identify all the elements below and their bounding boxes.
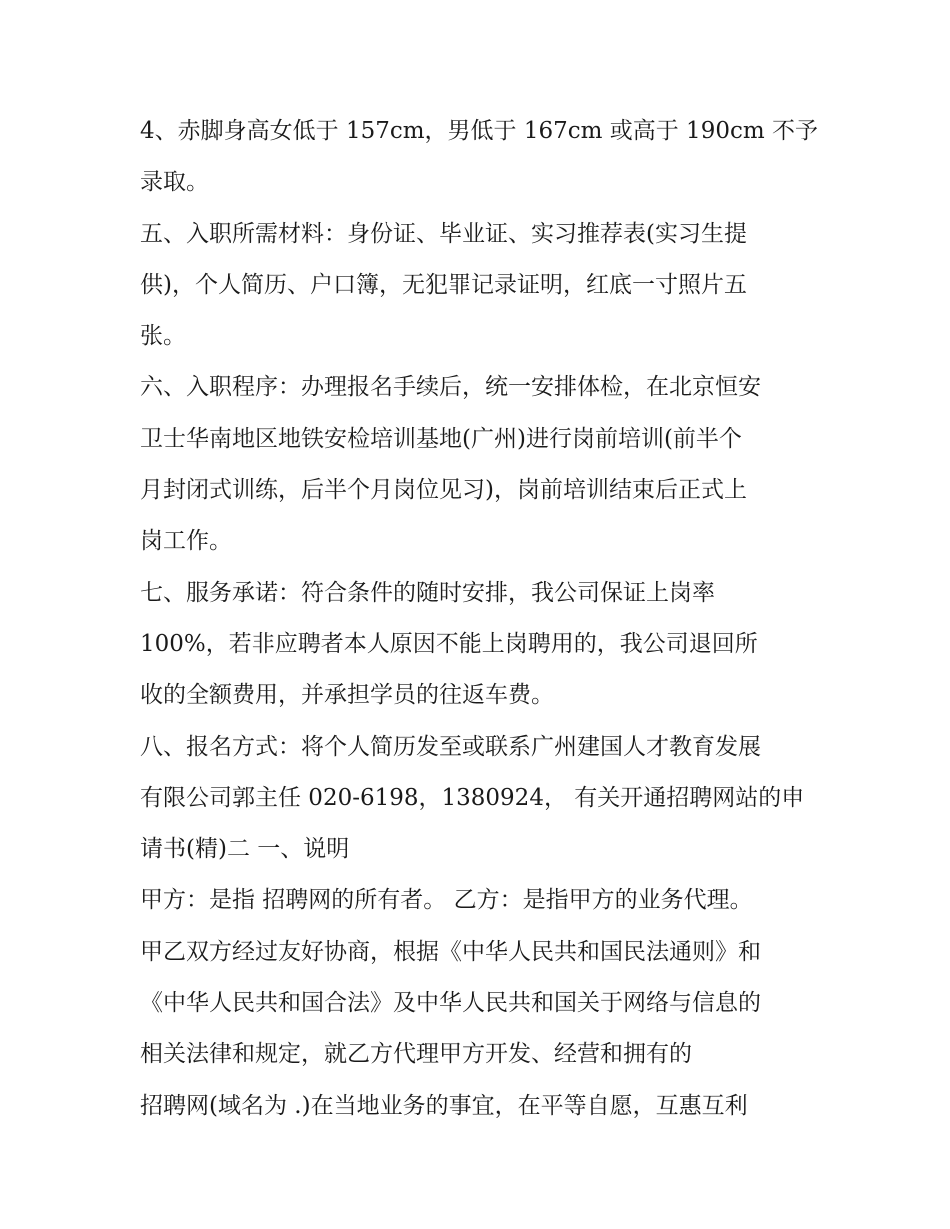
text-line: 五、入职所需材料：身份证、毕业证、实习推荐表(实习生提 bbox=[140, 220, 747, 247]
text-line: 八、报名方式：将个人简历发至或联系广州建国人才教育发展 bbox=[140, 733, 761, 760]
text-line: 卫士华南地区地铁安检培训基地(广州)进行岗前培训(前半个 bbox=[140, 425, 742, 452]
text-line: 甲方：是指 招聘网的所有者。 乙方：是指甲方的业务代理。 bbox=[140, 887, 753, 914]
text-line: 收的全额费用，并承担学员的往返车费。 bbox=[140, 682, 554, 709]
text-line: 岗工作。 bbox=[140, 528, 232, 555]
text-line: 录取。 bbox=[140, 169, 209, 196]
text-line: 100%，若非应聘者本人原因不能上岗聘用的，我公司退回所 bbox=[140, 630, 758, 657]
document-body bbox=[140, 106, 830, 1132]
text-line: 月封闭式训练，后半个月岗位见习)，岗前培训结束后正式上 bbox=[140, 477, 747, 504]
text-line: 有限公司郭主任 020-6198，1380924， 有关开通招聘网站的申 bbox=[140, 784, 805, 811]
text-line: 《中华人民共和国合法》及中华人民共和国关于网络与信息的 bbox=[140, 990, 761, 1017]
text-line: 招聘网(域名为 .)在当地业务的事宜，在平等自愿，互惠互利 bbox=[140, 1092, 748, 1119]
text-line: 供)，个人简历、户口簿，无犯罪记录证明，红底一寸照片五 bbox=[140, 271, 747, 298]
text-line: 张。 bbox=[140, 323, 186, 350]
text-line: 4、赤脚身高女低于 157cm，男低于 167cm 或高于 190cm 不予 bbox=[140, 118, 818, 144]
text-line: 六、入职程序：办理报名手续后，统一安排体检，在北京恒安 bbox=[140, 374, 761, 401]
text-line: 七、服务承诺：符合条件的随时安排，我公司保证上岗率 bbox=[140, 579, 715, 606]
text-line: 相关法律和规定，就乙方代理甲方开发、经营和拥有的 bbox=[140, 1041, 692, 1068]
text-line: 请书(精)二 一、说明 bbox=[140, 836, 350, 863]
text-line: 甲乙双方经过友好协商，根据《中华人民共和国民法通则》和 bbox=[140, 938, 761, 965]
